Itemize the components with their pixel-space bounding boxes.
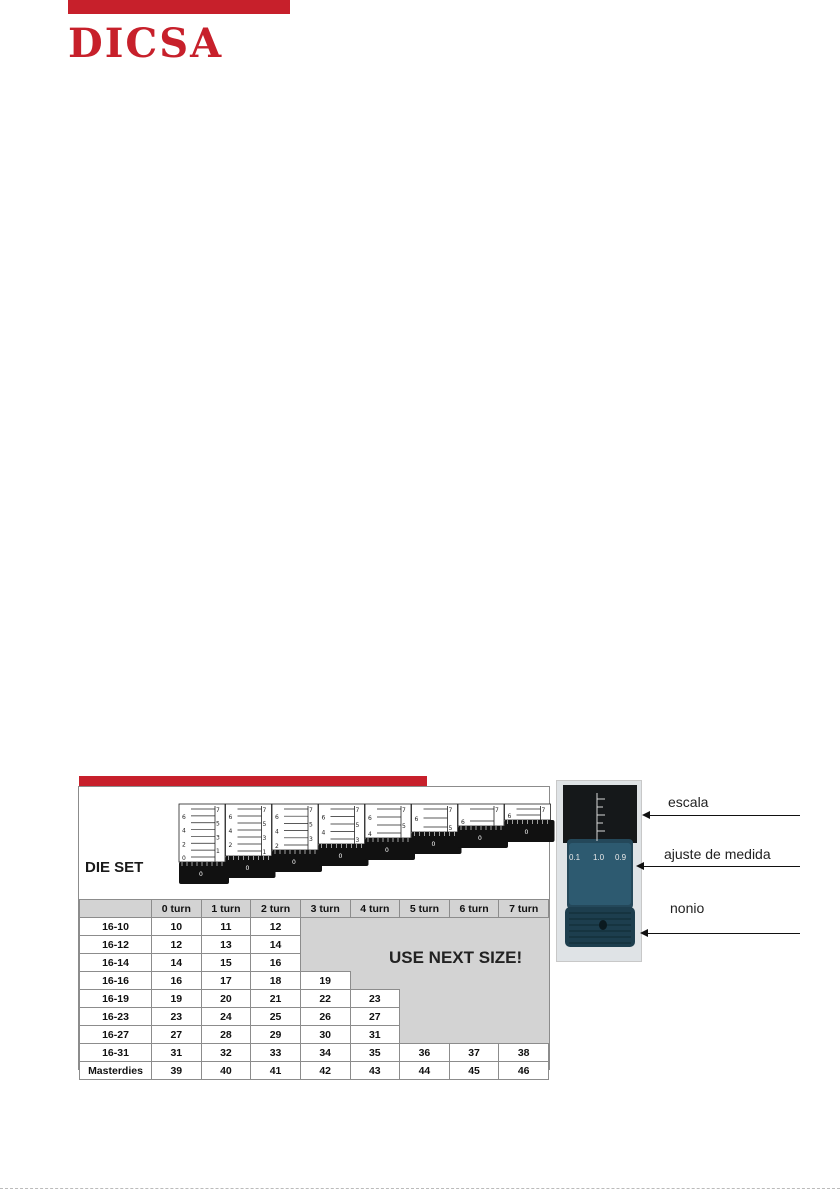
empty-cell [300,936,350,954]
dial-zero-label: 0 [524,829,529,836]
column-header: 3 turn [300,900,350,918]
table-cell: 27 [350,1008,400,1026]
table-row [80,1008,549,1026]
table-cell: 23 [152,1008,202,1026]
micrometer-photo [556,780,642,962]
dial-tick-label: 7 [216,807,220,814]
table-cell: 11 [201,918,251,936]
dial-zero-label: 0 [292,859,296,866]
empty-cell [400,990,450,1008]
table-cell: 19 [152,990,202,1008]
arrow-nonio [646,933,800,934]
table-cell: 44 [400,1062,450,1080]
table-cell: 39 [152,1062,202,1080]
dial-tick-label: 4 [368,831,372,838]
column-header: 6 turn [449,900,499,918]
column-header: 2 turn [251,900,301,918]
empty-cell [499,1026,549,1044]
table-row [80,1062,549,1080]
scale-mark: 0.1 [569,853,581,862]
row-label: 16-16 [80,972,152,990]
table-cell: 41 [251,1062,301,1080]
dial-thimble [226,856,276,878]
dial-scale-illustration [174,801,544,901]
empty-cell [400,1008,450,1026]
empty-cell [499,918,549,936]
row-label: 16-12 [80,936,152,954]
table-row [80,972,549,990]
dial-thimble [505,820,555,842]
dial-thimble [365,838,415,860]
table-cell: 38 [499,1044,549,1062]
dial-thimble [319,844,369,866]
table-cell: 14 [152,954,202,972]
arrow-ajuste [642,866,800,867]
table-cell: 13 [201,936,251,954]
dial-tick-label: 5 [448,825,453,832]
column-header: 4 turn [350,900,400,918]
dial-tick-label: 6 [182,813,186,821]
table-cell: 31 [152,1044,202,1062]
arrow-head-icon [640,929,648,937]
label-escala: escala [668,794,709,810]
table-cell: 42 [300,1062,350,1080]
row-label: 16-23 [80,1008,152,1026]
dial-tick-label: 6 [275,814,279,822]
dial-tick-label: 3 [355,837,360,844]
dial-tick-label: 5 [355,822,360,829]
die-set-card [78,786,550,1077]
table-cell: 43 [350,1062,400,1080]
arrow-head-icon [636,862,644,870]
dial-zero-label: 0 [245,865,250,872]
dial-thimble [458,826,508,848]
table-cell: 16 [251,954,301,972]
table-header-row [80,900,549,918]
table-cell: 19 [300,972,350,990]
table-cell: 15 [201,954,251,972]
table-cell: 45 [449,1062,499,1080]
empty-cell [400,972,450,990]
row-label: 16-27 [80,1026,152,1044]
table-cell: 17 [201,972,251,990]
column-header: 1 turn [201,900,251,918]
dial-thimble [412,832,462,854]
dial-tick-label: 6 [228,814,233,821]
table-cell: 21 [251,990,301,1008]
dial-tick-label: 5 [216,820,220,828]
table-cell: 29 [251,1026,301,1044]
empty-cell [499,990,549,1008]
card-accent-bar [79,776,427,786]
dial-tick-label: 4 [275,828,279,836]
table-cell: 28 [201,1026,251,1044]
table-cell: 25 [251,1008,301,1026]
dial-tick-label: 0 [182,855,186,862]
table-cell: 33 [251,1044,301,1062]
table-cell: 32 [201,1044,251,1062]
dial-tick-label: 4 [182,827,186,835]
dial-tick-label: 7 [541,807,546,814]
table-cell: 27 [152,1026,202,1044]
empty-cell [400,1026,450,1044]
turn-table [79,899,549,1080]
column-header: 7 turn [499,900,549,918]
empty-cell [300,954,350,972]
dial-tick-label: 7 [309,807,313,814]
column-header: 0 turn [152,900,202,918]
empty-cell [449,1008,499,1026]
dial-tick-label: 5 [262,821,267,828]
empty-cell [350,918,400,936]
table-cell: 30 [300,1026,350,1044]
table-cell: 34 [300,1044,350,1062]
dial-tick-label: 7 [448,807,453,814]
empty-cell [499,1008,549,1026]
dial-tick-label: 4 [321,829,326,837]
table-row [80,990,549,1008]
arrow-escala [648,815,800,816]
dial-zero-label: 0 [478,835,482,842]
table-row [80,1026,549,1044]
dial-tick-label: 4 [228,828,233,835]
empty-cell [499,972,549,990]
table-row [80,1044,549,1062]
table-cell: 16 [152,972,202,990]
dial-thimble [272,850,322,872]
empty-cell [449,990,499,1008]
row-label: Masterdies [80,1062,152,1080]
empty-cell [400,918,450,936]
dial-tick-label: 1 [216,848,220,856]
table-cell: 37 [449,1044,499,1062]
dial-tick-label: 1 [262,849,267,856]
row-label: 16-10 [80,918,152,936]
empty-cell [449,918,499,936]
dial-tick-label: 6 [321,814,326,822]
dial-zero-label: 0 [338,853,343,860]
empty-cell [449,1026,499,1044]
dial-tick-label: 7 [402,807,406,814]
table-cell: 31 [350,1026,400,1044]
dial-tick-label: 2 [228,842,233,849]
arrow-head-icon [642,811,650,819]
scale-mark: 0.9 [615,853,627,862]
dial-tick-label: 5 [402,823,406,830]
dial-tick-label: 6 [507,813,512,820]
row-label: 16-31 [80,1044,152,1062]
dial-tick-label: 2 [182,841,186,849]
dial-tick-label: 5 [309,821,313,829]
dial-tick-label: 3 [216,834,220,842]
dial-tick-label: 2 [275,843,279,850]
table-cell: 46 [499,1062,549,1080]
empty-cell [350,972,400,990]
table-cell: 24 [201,1008,251,1026]
dial-zero-label: 0 [431,841,436,848]
table-cell: 35 [350,1044,400,1062]
dial-tick-label: 3 [262,835,267,842]
dial-tick-label: 7 [355,807,360,814]
label-ajuste-de-medida: ajuste de medida [664,846,771,862]
dial-thimble [179,862,229,884]
table-cell: 23 [350,990,400,1008]
brand-logo: DICSA [68,20,224,67]
empty-cell [449,972,499,990]
table-row [80,918,549,936]
table-cell: 10 [152,918,202,936]
label-nonio: nonio [670,900,705,916]
dial-tick-label: 6 [414,816,419,823]
table-cell: 12 [152,936,202,954]
table-cell: 18 [251,972,301,990]
table-cell: 22 [300,990,350,1008]
table-cell: 26 [300,1008,350,1026]
column-header [80,900,152,918]
table-cell: 12 [251,918,301,936]
die-set-title: DIE SET [85,859,144,876]
dial-zero-label: 0 [199,871,203,878]
empty-cell [300,918,350,936]
row-label: 16-14 [80,954,152,972]
dial-tick-label: 3 [309,835,313,843]
use-next-size-notice: USE NEXT SIZE! [389,948,523,967]
table-cell: 40 [201,1062,251,1080]
header-accent-bar [68,0,290,14]
scale-mark: 1.0 [593,853,605,862]
dial-zero-label: 0 [385,847,389,854]
dial-tick-label: 6 [461,819,465,826]
table-cell: 36 [400,1044,450,1062]
dial-tick-label: 6 [368,815,372,822]
column-header: 5 turn [400,900,450,918]
table-cell: 20 [201,990,251,1008]
dial-tick-label: 7 [495,807,499,814]
table-cell: 14 [251,936,301,954]
dial-tick-label: 7 [262,807,267,814]
row-label: 16-19 [80,990,152,1008]
footer-rule [0,1188,840,1189]
